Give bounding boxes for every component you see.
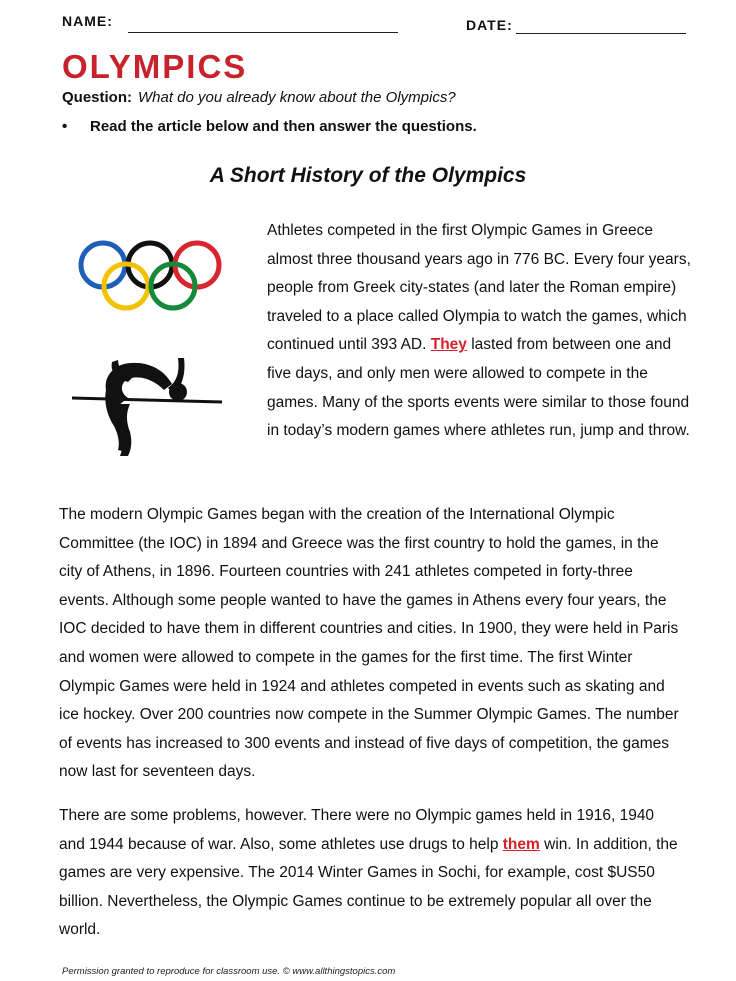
- footer-copyright: Permission granted to reproduce for classroom use. © www.allthingstopics.com: [62, 966, 396, 977]
- question-text: What do you already know about the Olympics?: [138, 89, 456, 106]
- highlighted-word-them: them: [502, 835, 540, 853]
- question: [62, 89, 456, 106]
- olympic-rings-icon: [72, 238, 228, 314]
- paragraph-1-text-end: lasted from between one and five days, and only men were allowed to compete in the games. Many of the sports events were similar to those found in today’s modern games where athletes run, jump and throw.: [267, 336, 690, 440]
- high-jump-athlete-icon: [70, 352, 225, 458]
- article-paragraph-1: [267, 217, 697, 446]
- name-blank-line[interactable]: [128, 32, 398, 33]
- instruction-text: Read the article below and then answer the questions.: [90, 118, 477, 135]
- article-paragraph-2: The modern Olympic Games began with the creation of the International Olympic Committee (the IOC) in 1894 and Greece was the first country to hold the games, in the city of Athens, in 1896. Fourteen countries with 241 athletes competed in forty-three events. Although some people wanted to have the games in Athens every four years, the IOC decided to have them in different countries and cities. In 1900, they were held in Paris and women were allowed to compete in the games for the first time. The first Winter Olympic Games were held in 1924 and athletes competed in events such as skating and ice hockey. Over 200 countries now compete in the Summer Olympic Games. The number of events has increased to 300 events and instead of five days of competition, the games now last for seventeen days.: [59, 506, 679, 781]
- question-label: Question:: [62, 89, 132, 106]
- page-title: OLYMPICS: [62, 48, 248, 85]
- instruction-bullet: •: [62, 118, 68, 135]
- paragraph-3-text-end: win. In addition, the games are very expensive. The 2014 Winter Games in Sochi, for example, cost $US50 billion. Nevertheless, the Olympic Games continue to be extremely popular all over the world.: [59, 835, 678, 939]
- name-label: NAME:: [62, 13, 113, 29]
- article-paragraph-3: [59, 802, 684, 945]
- instruction: [62, 118, 477, 135]
- date-blank-line[interactable]: [516, 33, 686, 34]
- date-label: DATE:: [466, 17, 513, 33]
- highlighted-word-they: They: [430, 336, 467, 354]
- paragraph-3-text-start: There are some problems, however. There were no Olympic games held in 1916, 1940 and 1944 because of war. Also, some athletes use drugs to help: [59, 807, 655, 853]
- article-title: A Short History of the Olympics: [209, 164, 527, 187]
- paragraph-1-text-start: Athletes competed in the first Olympic Games in Greece almost three thousand years ago in 776 BC. Every four years, people from Greek city-states (and later the Roman empire) traveled to a place called Olympia to watch the games, which continued until 393 AD.: [267, 222, 691, 354]
